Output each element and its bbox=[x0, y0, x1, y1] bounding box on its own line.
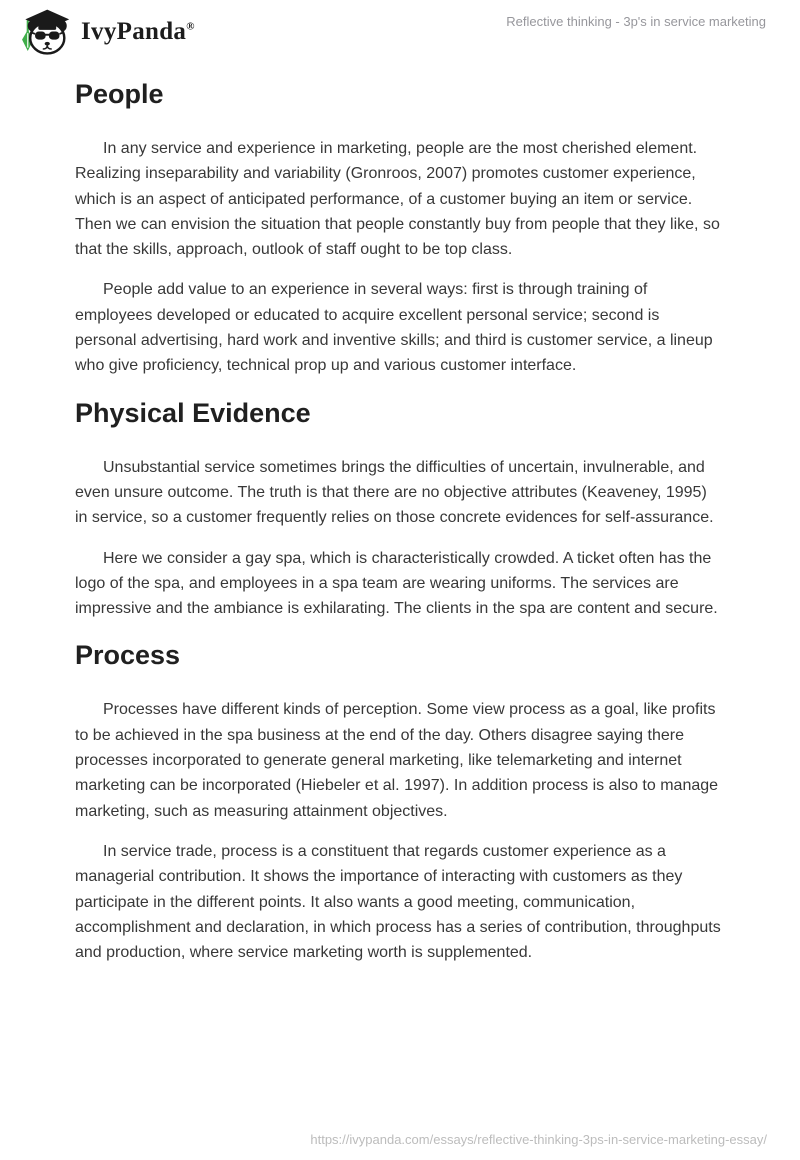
essay-body bbox=[75, 60, 723, 980]
section-physical-evidence bbox=[75, 397, 723, 622]
registered-trademark: ® bbox=[186, 20, 195, 33]
paragraph: In service trade, process is a constituent that regards customer experience as a managerial contribution. It shows the importance of interacting with customers as they participate in the different points. It also wants a good meeting, communication, accomplishment and declaration, in which process has a series of contribution, throughputs and production, where service marketing worth is supplemented. bbox=[75, 842, 721, 962]
paragraph: Processes have different kinds of perception. Some view process as a goal, like profits to be achieved in the spa business at the end of the day. Others disagree saying there processes incorporated to generate general marketing, like telemarketing and internet marketing can be incorporated (Hiebeler et al. 1997). In addition process is also to manage marketing, such as measuring attainment objectives. bbox=[75, 701, 719, 820]
paragraph: In any service and experience in marketing, people are the most cherished element. Realizing inseparability and variability (Gronroos, 2007) promotes customer experience, which is an aspect of anticipated performance, of a customer buying an item or service. Then we can envision the situation that people constantly buy from people that they like, so that the skills, approach, outlook of staff ought to be top class. bbox=[75, 140, 720, 259]
ivypanda-brand bbox=[18, 7, 195, 56]
section-people bbox=[75, 78, 723, 379]
section-heading: Process bbox=[75, 640, 181, 671]
paragraph: Here we consider a gay spa, which is characteristically crowded. A ticket often has the logo of the spa, and employees in a spa team are wearing uniforms. The services are impressive and the ambiance is exhilarating. The clients in the spa are content and secure. bbox=[75, 549, 718, 618]
section-heading: People bbox=[75, 79, 164, 109]
document-header-title: Reflective thinking - 3p's in service marketing bbox=[506, 14, 766, 29]
paragraph: Unsubstantial service sometimes brings the difficulties of uncertain, invulnerable, and even unsure outcome. The truth is that there are no objective attributes (Keaveney, 1995) in service, so a customer frequently relies on those concrete evidences for self-assurance. bbox=[75, 458, 714, 527]
brand-name: IvyPanda® bbox=[81, 17, 195, 45]
section-process bbox=[75, 639, 723, 965]
paragraph: People add value to an experience in several ways: first is through training of employees developed or educated to acquire excellent personal service; second is personal advertising, hard work and inventive skills; and third is customer service, a lineup who give proficiency, technical prop up and various customer interface. bbox=[75, 281, 713, 375]
panda-graduation-cap-icon bbox=[18, 7, 70, 56]
section-heading: Physical Evidence bbox=[75, 397, 311, 428]
source-url-link[interactable]: https://ivypanda.com/essays/reflective-thinking-3ps-in-service-marketing-essay/ bbox=[310, 1132, 767, 1147]
